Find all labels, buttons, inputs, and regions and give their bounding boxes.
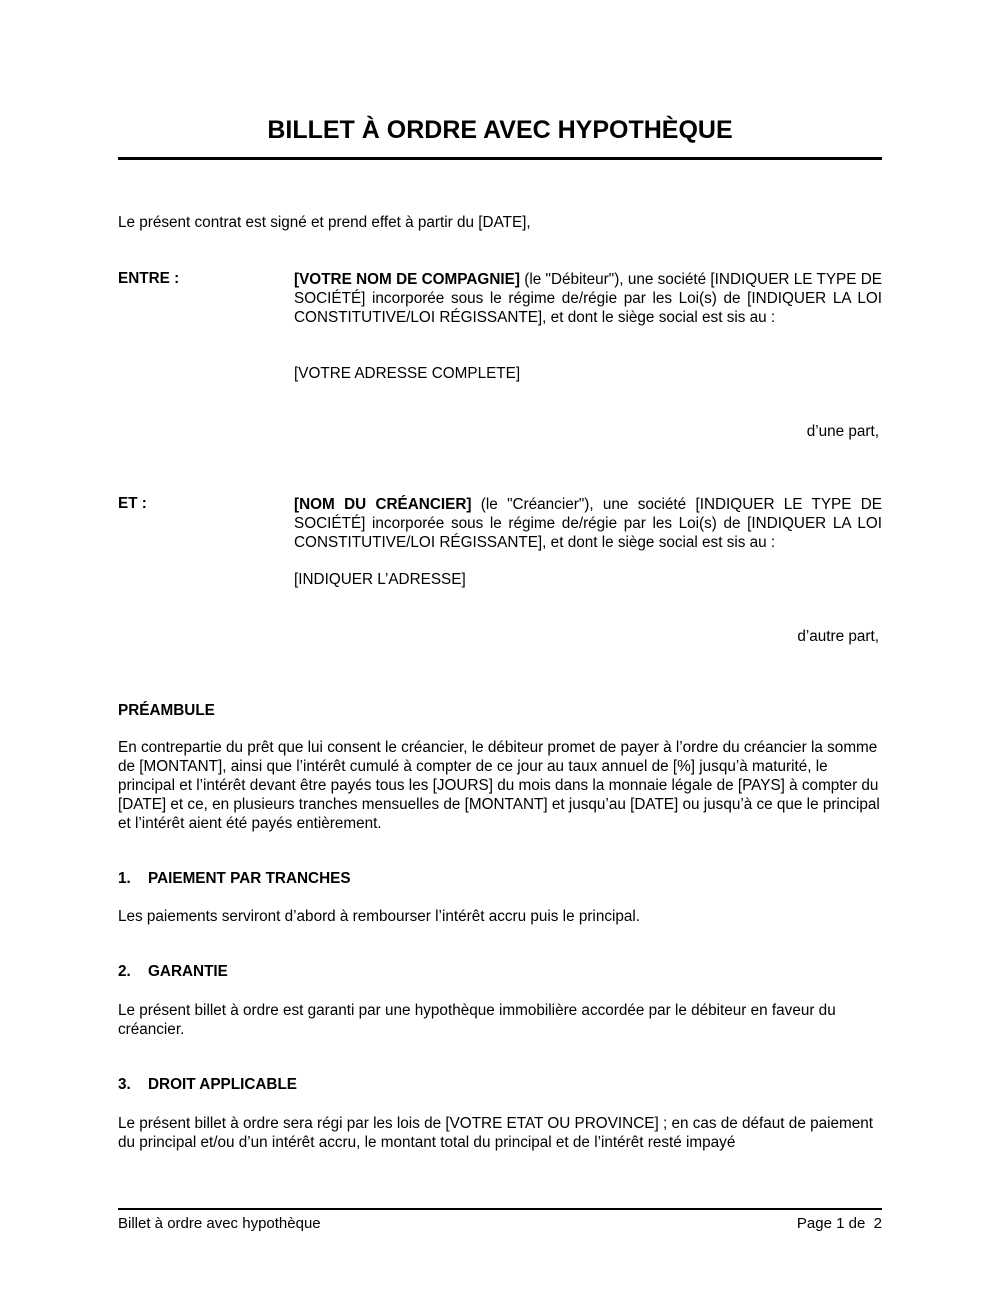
- footer-divider: [118, 1208, 882, 1210]
- creditor-name: [NOM DU CRÉANCIER]: [294, 496, 472, 513]
- debtor-address: [VOTRE ADRESSE COMPLETE]: [294, 365, 521, 382]
- creditor-closing: d’autre part,: [797, 628, 879, 645]
- section-1-text: Les paiements serviront d’abord à rembourser l’intérêt accru puis le principal.: [118, 908, 641, 925]
- party-description-creditor: [294, 495, 882, 552]
- section-3-number: 3.: [118, 1076, 131, 1093]
- creditor-address: [INDIQUER L’ADRESSE]: [294, 571, 466, 588]
- section-2-number: 2.: [118, 963, 131, 980]
- debtor-description: (le "Débiteur"), une société [INDIQUER LE TYPE DE SOCIÉTÉ] incorporée sous le régime de/régie par les Loi(s) de [INDIQUER LA LOI CONSTITUTIVE/LOI RÉGISSANTE], et dont le siège social est sis au :: [294, 271, 882, 326]
- creditor-description: (le "Créancier"), une société [INDIQUER LE TYPE DE SOCIÉTÉ] incorporée sous le régime de/régie par les Loi(s) de [INDIQUER LA LOI CONSTITUTIVE/LOI RÉGISSANTE], et dont le siège social est sis au :: [294, 496, 882, 551]
- document-title: BILLET À ORDRE AVEC HYPOTHÈQUE: [267, 116, 733, 144]
- party-label-et: ET :: [118, 495, 147, 512]
- section-1-number: 1.: [118, 870, 131, 887]
- page-footer: [118, 1215, 882, 1232]
- section-3-heading: DROIT APPLICABLE: [148, 1076, 298, 1093]
- preamble-text: En contrepartie du prêt que lui consent le créancier, le débiteur promet de payer à l’ordre du créancier la somme de [MONTANT], ainsi que l’intérêt cumulé à compter de ce jour au taux annuel de [%] jusqu’à maturité, le principal et l’intérêt devant être payés tous les [JOURS] du mois dans la monnaie légale de [PAYS] à compter du [DATE] et ce, en plusieurs tranches mensuelles de [MONTANT] et jusqu’au [DATE] ou jusqu’à ce que le principal et l’intérêt aient été payés entièrement.: [118, 739, 880, 832]
- debtor-closing: d’une part,: [806, 423, 879, 440]
- footer-page-number: Page 1 de 2: [796, 1215, 882, 1232]
- section-2-heading: GARANTIE: [148, 963, 228, 980]
- debtor-name: [VOTRE NOM DE COMPAGNIE]: [294, 271, 520, 288]
- preamble-heading: PRÉAMBULE: [118, 702, 215, 719]
- title-divider: [118, 157, 882, 160]
- intro-text: Le présent contrat est signé et prend effet à partir du [DATE],: [118, 214, 531, 231]
- section-2-text: Le présent billet à ordre est garanti par une hypothèque immobilière accordée par le débiteur en faveur du créancier.: [118, 1002, 836, 1038]
- section-1-heading: PAIEMENT PAR TRANCHES: [148, 870, 351, 887]
- party-description-debtor: [294, 270, 882, 327]
- footer-document-name: Billet à ordre avec hypothèque: [118, 1215, 321, 1232]
- section-3-text: Le présent billet à ordre sera régi par les lois de [VOTRE ETAT OU PROVINCE] ; en cas de défaut de paiement du principal et/ou d’un intérêt accru, le montant total du principal et de l’intérêt resté impayé: [118, 1115, 873, 1151]
- party-label-entre: ENTRE :: [118, 270, 180, 287]
